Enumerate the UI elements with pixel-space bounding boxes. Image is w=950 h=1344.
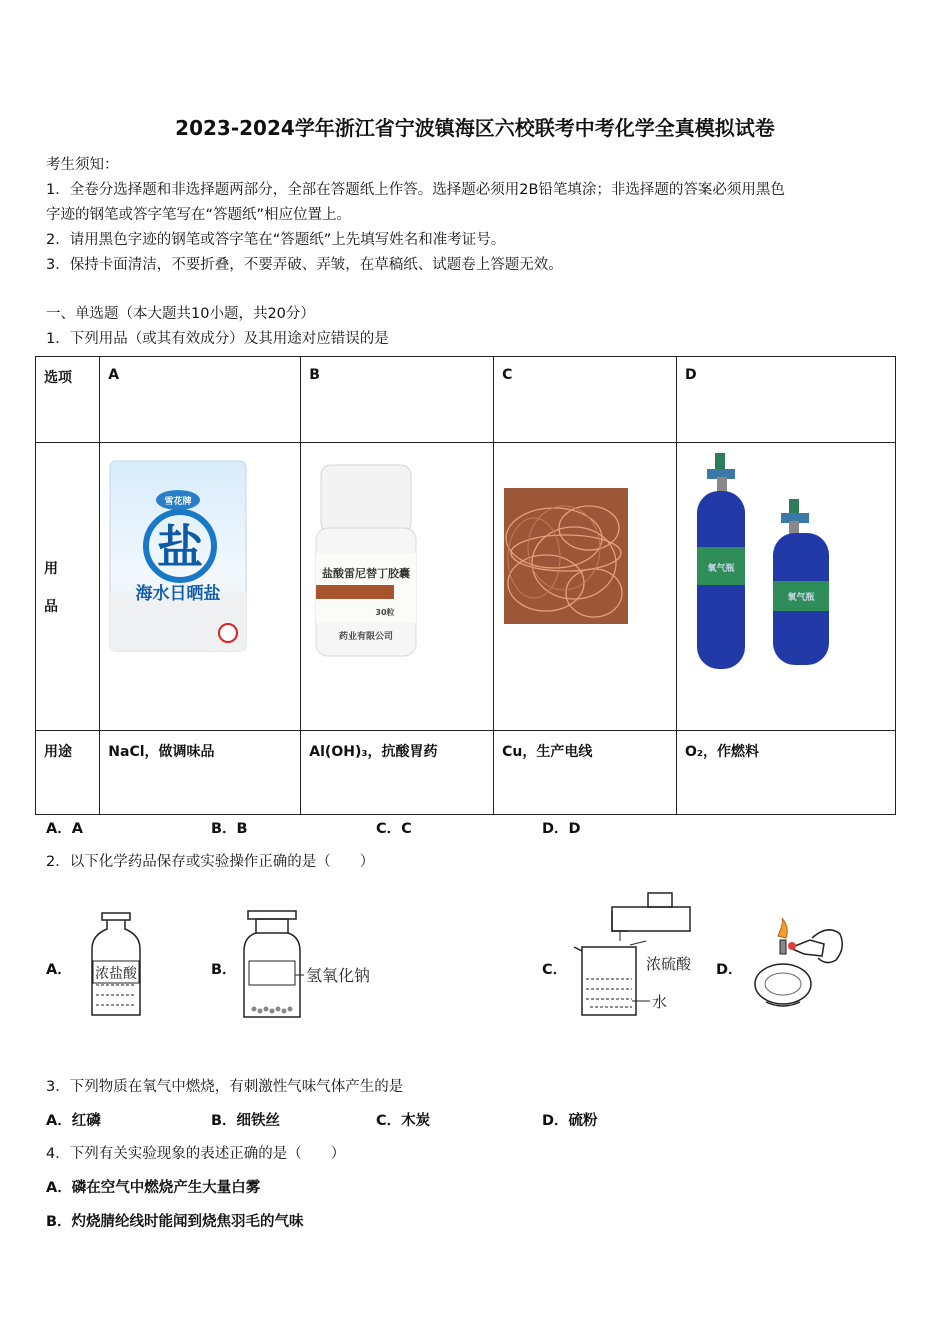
- q2-option-a[interactable]: A．: [46, 962, 72, 978]
- alcohol-lamp-diagram: [746, 918, 848, 1014]
- header-option: 选项: [36, 357, 100, 443]
- wire-image-cell: [494, 443, 677, 731]
- q3-option-c[interactable]: C．木炭: [376, 1113, 431, 1129]
- copper-wire-image: [494, 443, 674, 726]
- notice-item-2: 2．请用黑色字迹的钢笔或答字笔在“答题纸”上先填写姓名和准考证号。: [46, 232, 506, 248]
- q3-option-b[interactable]: B．细铁丝: [211, 1113, 281, 1129]
- usage-d: O₂，作燃料: [677, 731, 896, 815]
- q4-option-a[interactable]: A．磷在空气中燃烧产生大量白雾: [46, 1180, 261, 1196]
- label-conc-h2so4: 浓硫酸: [646, 955, 692, 973]
- q2-stem: 2．以下化学药品保存或实验操作正确的是（ ）: [46, 854, 375, 870]
- tank-label-large: 氧气瓶: [707, 564, 735, 574]
- label-water: 水: [652, 993, 668, 1011]
- label-conc-hcl: 浓盐酸: [95, 966, 137, 982]
- oxygen-tank-image-cell: [677, 443, 896, 731]
- section-heading: 一、单选题（本大题共10小题，共20分）: [46, 306, 315, 322]
- notice-item-1-cont: 字迹的钢笔或答字笔写在“答题纸”相应位置上。: [46, 207, 352, 223]
- header-d: D: [677, 357, 896, 443]
- medicine-bottle-image: [301, 443, 491, 726]
- q3-option-d[interactable]: D．硫粉: [542, 1113, 598, 1129]
- notice-item-1: 1．全卷分选择题和非选择题两部分，全部在答题纸上作答。选择题必须用2B铅笔填涂；非选择题的答案必须用黑色: [46, 182, 785, 198]
- q2-option-d[interactable]: D．: [716, 962, 743, 978]
- dilution-diagram: [570, 885, 705, 1025]
- usage-c: Cu，生产电线: [494, 731, 677, 815]
- bottle-label: 盐酸雷尼替丁胶囊: [322, 567, 411, 580]
- bottle-company: 药业有限公司: [339, 632, 394, 642]
- q1-table: [35, 356, 896, 815]
- usage-label: 用途: [36, 731, 100, 815]
- oxygen-tank-image: [677, 443, 895, 726]
- q1-option-b[interactable]: B．B: [211, 821, 248, 837]
- q2-option-b[interactable]: B．: [211, 962, 237, 978]
- usage-b: Al(OH)₃，抗酸胃药: [301, 731, 494, 815]
- sodium-hydroxide-bottle-diagram: [240, 905, 400, 1025]
- notice-item-3: 3．保持卡面清洁，不要折叠，不要弄破、弄皱，在草稿纸、试题卷上答题无效。: [46, 257, 563, 273]
- q1-option-d[interactable]: D．D: [542, 821, 581, 837]
- tank-label-small: 氧气瓶: [787, 593, 815, 603]
- q1-option-c[interactable]: C．C: [376, 821, 412, 837]
- salt-name: 海水日晒盐: [135, 584, 221, 604]
- salt-bag-image: [100, 443, 300, 726]
- q1-stem: 1．下列用品（或其有效成分）及其用途对应错误的是: [46, 331, 389, 347]
- bottle-image-cell: [301, 443, 494, 731]
- usage-a: NaCl，做调味品: [100, 731, 301, 815]
- q3-stem: 3．下列物质在氧气中燃烧，有刺激性气味气体产生的是: [46, 1079, 404, 1095]
- page-title: 2023-2024学年浙江省宁波镇海区六校联考中考化学全真模拟试卷: [175, 116, 775, 140]
- label-naoh: 氢氧化钠: [306, 966, 371, 985]
- header-c: C: [494, 357, 677, 443]
- q3-option-a[interactable]: A．红磷: [46, 1113, 101, 1129]
- q2-option-c[interactable]: C．: [542, 962, 568, 978]
- items-label: 用 品: [36, 443, 100, 731]
- salt-image-cell: [100, 443, 301, 731]
- q1-option-a[interactable]: A．A: [46, 821, 83, 837]
- bottle-count: 30粒: [375, 608, 395, 617]
- notice-heading: 考生须知：: [46, 157, 119, 173]
- salt-brand: 雪花牌: [164, 497, 192, 507]
- q4-option-b[interactable]: B．灼烧腈纶线时能闻到烧焦羽毛的气味: [46, 1214, 304, 1230]
- q4-stem: 4．下列有关实验现象的表述正确的是（ ）: [46, 1146, 346, 1162]
- hydrochloric-acid-bottle-diagram: [82, 905, 152, 1025]
- header-a: A: [100, 357, 301, 443]
- salt-big-char: 盐: [157, 520, 204, 574]
- header-b: B: [301, 357, 494, 443]
